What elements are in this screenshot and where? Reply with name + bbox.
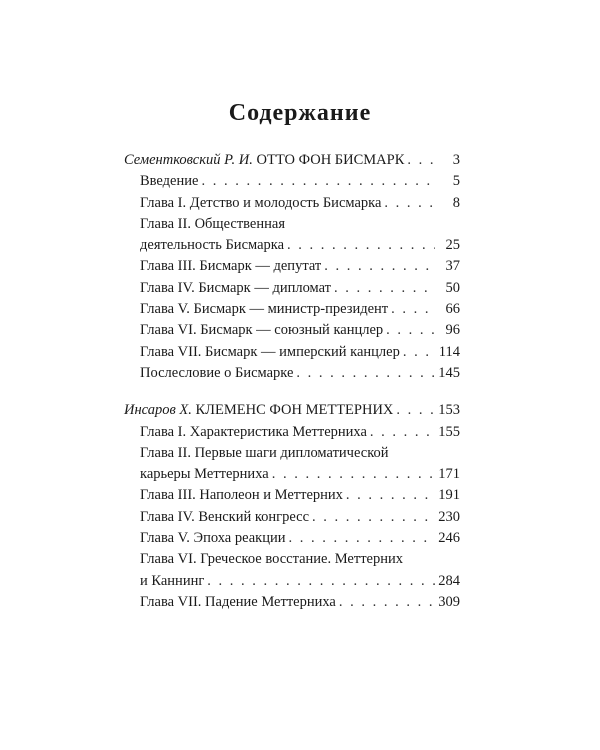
leader-dots: [287, 235, 435, 256]
entry-title-continuation: и Каннинг: [140, 572, 205, 589]
toc-entry: [124, 422, 460, 443]
page-number: 171: [438, 466, 460, 483]
toc-entry: [124, 342, 460, 363]
toc-entry: [124, 363, 460, 384]
section-heading-text: [124, 400, 393, 421]
page-number: 153: [438, 402, 460, 419]
leader-dots: [324, 256, 435, 277]
leader-dots: [391, 299, 435, 320]
page-number: 37: [445, 258, 460, 275]
page-number: 8: [452, 194, 460, 211]
page-number: 246: [438, 530, 460, 547]
entry-title: Глава II. Общественная: [140, 215, 285, 232]
entry-title-continuation: карьеры Меттерниха: [140, 466, 269, 483]
toc-entry-first-line: [124, 214, 460, 235]
section-author: Инсаров Х.: [124, 402, 192, 419]
entry-title: Глава IV. Венский конгресс: [140, 508, 310, 525]
page-number: 230: [438, 508, 460, 525]
entry-title: Введение: [140, 173, 199, 190]
page-number: 114: [438, 343, 460, 360]
toc-entry-first-line: [124, 549, 460, 570]
page-number: 50: [445, 279, 460, 296]
table-of-contents: [124, 150, 460, 629]
leader-dots: [312, 507, 435, 528]
entry-title: Послесловие о Бисмарке: [140, 364, 294, 381]
page-number: 3: [452, 152, 460, 168]
page-number: 155: [438, 423, 460, 440]
leader-dots: [201, 171, 435, 192]
section-work: ОТТО ФОН БИСМАРК: [256, 152, 405, 168]
entry-title: Глава II. Первые шаги дипломатической: [140, 444, 389, 461]
leader-dots: [334, 278, 435, 299]
entry-title: Глава III. Наполеон и Меттерних: [140, 487, 343, 504]
section-work: КЛЕМЕНС ФОН МЕТТЕРНИХ: [195, 402, 394, 419]
leader-dots: [396, 400, 435, 421]
entry-title: Глава IV. Бисмарк — дипломат: [140, 279, 332, 296]
toc-entry: [124, 592, 460, 613]
entry-title: Глава VI. Бисмарк — союзный канцлер: [140, 322, 384, 339]
toc-entry-continuation: [124, 571, 460, 592]
entry-title: Глава VII. Падение Меттерниха: [140, 593, 336, 610]
page-number: 5: [452, 173, 460, 190]
entry-title: Глава VII. Бисмарк — имперский канцлер: [140, 343, 400, 360]
leader-dots: [296, 363, 435, 384]
toc-entry: [124, 320, 460, 341]
leader-dots: [272, 464, 435, 485]
entry-title: Глава III. Бисмарк — депутат: [140, 258, 322, 275]
toc-entry-continuation: [124, 464, 460, 485]
leader-dots: [207, 571, 435, 592]
entry-title: Глава VI. Греческое восстание. Меттерних: [140, 551, 403, 568]
leader-dots: [384, 193, 435, 214]
entry-title: Глава V. Бисмарк — министр-президент: [140, 301, 389, 318]
entry-title: Глава I. Детство и молодость Бисмарка: [140, 194, 382, 211]
entry-title: Глава V. Эпоха реакции: [140, 530, 286, 547]
toc-entry: [124, 193, 460, 214]
page-number: 145: [438, 364, 460, 381]
toc-entry: [124, 171, 460, 192]
page-number: 96: [445, 322, 460, 339]
leader-dots: [289, 528, 436, 549]
leader-dots: [339, 592, 435, 613]
page-title: Содержание: [228, 100, 372, 126]
page-number: 309: [438, 593, 460, 610]
leader-dots: [370, 422, 435, 443]
section-author: Сементковский Р. И.: [124, 152, 253, 168]
toc-entry: [124, 507, 460, 528]
section-heading-text: [124, 150, 404, 171]
leader-dots: [346, 485, 435, 506]
toc-section-heading: [124, 150, 460, 171]
entry-title: Глава I. Характеристика Меттерниха: [140, 423, 367, 440]
toc-section: [124, 400, 460, 613]
page-number: 191: [438, 487, 460, 504]
toc-entry-first-line: [124, 443, 460, 464]
toc-entry: [124, 528, 460, 549]
toc-section: [124, 150, 460, 384]
toc-entry: [124, 485, 460, 506]
toc-entry: [124, 299, 460, 320]
entry-title-continuation: деятельность Бисмарка: [140, 237, 285, 254]
toc-entry-continuation: [124, 235, 460, 256]
page-number: 66: [445, 301, 460, 318]
leader-dots: [403, 342, 435, 363]
toc-section-heading: [124, 400, 460, 421]
toc-entry: [124, 256, 460, 277]
leader-dots: [407, 150, 435, 171]
page-number: 25: [445, 237, 460, 254]
toc-entry: [124, 278, 460, 299]
leader-dots: [386, 320, 435, 341]
page-number: 284: [438, 572, 460, 589]
